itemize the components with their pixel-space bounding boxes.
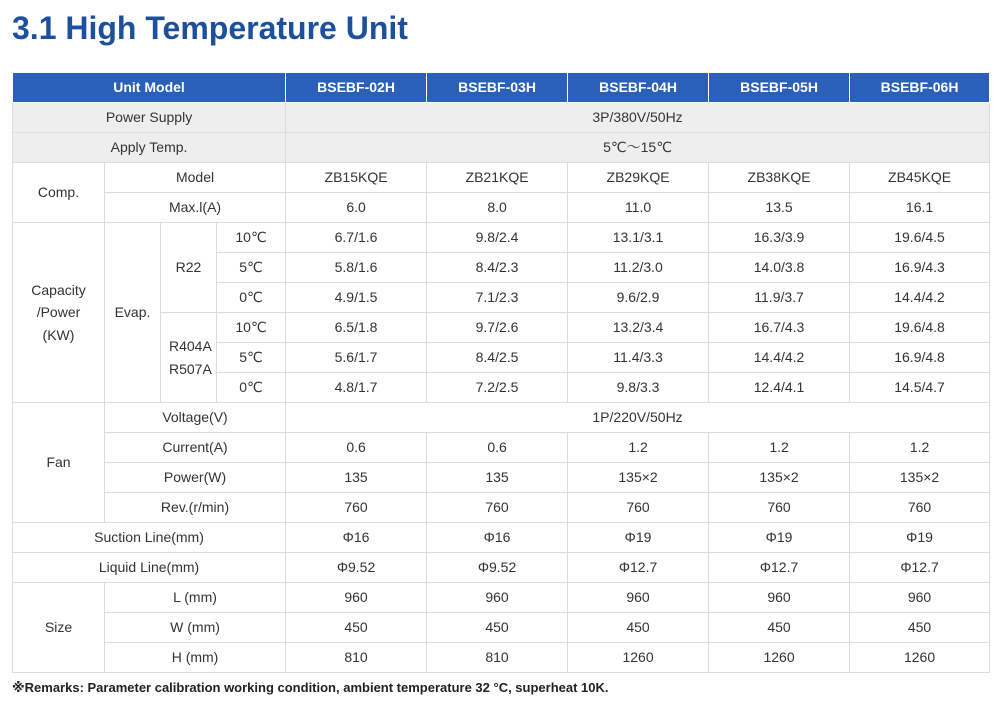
cell-value: 7.1/2.3	[427, 283, 568, 313]
cell-value: 960	[427, 583, 568, 613]
cell-value: 16.9/4.3	[850, 253, 990, 283]
cell-value: 5℃～15℃	[286, 133, 990, 163]
cell-value: Φ12.7	[568, 553, 709, 583]
unit-model-header: Unit Model	[13, 73, 286, 103]
comp-model-row	[13, 163, 990, 193]
cell-value: Φ9.52	[427, 553, 568, 583]
cell-value: 135×2	[568, 463, 709, 493]
cell-value: Φ16	[286, 523, 427, 553]
cell-value: 450	[850, 613, 990, 643]
cell-value: Φ16	[427, 523, 568, 553]
model-header: BSEBF-05H	[709, 73, 850, 103]
cell-value: 14.4/4.2	[709, 343, 850, 373]
spec-table	[12, 72, 990, 673]
cell-value: 6.0	[286, 193, 427, 223]
cell-value: ZB45KQE	[850, 163, 990, 193]
row-label: L (mm)	[105, 583, 286, 613]
row-label: Current(A)	[105, 433, 286, 463]
header-row	[13, 73, 990, 103]
cell-value: 16.9/4.8	[850, 343, 990, 373]
size-w-row	[13, 613, 990, 643]
cell-value: 9.8/3.3	[568, 373, 709, 403]
group-label: Fan	[13, 403, 105, 523]
group-label: Size	[13, 583, 105, 673]
cell-value: 16.1	[850, 193, 990, 223]
cell-value: 11.2/3.0	[568, 253, 709, 283]
page-title: 3.1 High Temperature Unit	[12, 10, 408, 46]
temp-label: 0℃	[217, 373, 286, 403]
cell-value: 8.4/2.5	[427, 343, 568, 373]
fan-rev-row	[13, 493, 990, 523]
row-label: Apply Temp.	[13, 133, 286, 163]
temp-label: 5℃	[217, 343, 286, 373]
cell-value: 760	[709, 493, 850, 523]
cell-value: 450	[427, 613, 568, 643]
cell-value: 4.9/1.5	[286, 283, 427, 313]
cell-value: Φ9.52	[286, 553, 427, 583]
cell-value: 13.1/3.1	[568, 223, 709, 253]
cell-value: 135	[427, 463, 568, 493]
cell-value: 5.8/1.6	[286, 253, 427, 283]
cell-value: 7.2/2.5	[427, 373, 568, 403]
cell-value: 960	[850, 583, 990, 613]
cell-value: 0.6	[427, 433, 568, 463]
model-header: BSEBF-04H	[568, 73, 709, 103]
cell-value: Φ12.7	[850, 553, 990, 583]
cell-value: 810	[427, 643, 568, 673]
liquid-line-row	[13, 553, 990, 583]
row-label: W (mm)	[105, 613, 286, 643]
cell-value: 1.2	[568, 433, 709, 463]
row-label: Max.l(A)	[105, 193, 286, 223]
comp-max-current-row	[13, 193, 990, 223]
cell-value: 11.9/3.7	[709, 283, 850, 313]
cell-value: 11.4/3.3	[568, 343, 709, 373]
cell-value: 135×2	[850, 463, 990, 493]
row-label: H (mm)	[105, 643, 286, 673]
fan-power-row	[13, 463, 990, 493]
row-label: Voltage(V)	[105, 403, 286, 433]
capacity-row	[13, 223, 990, 253]
power-supply-row	[13, 103, 990, 133]
model-header: BSEBF-06H	[850, 73, 990, 103]
model-header: BSEBF-02H	[286, 73, 427, 103]
cell-value: 9.6/2.9	[568, 283, 709, 313]
suction-line-row	[13, 523, 990, 553]
cell-value: 13.5	[709, 193, 850, 223]
cell-value: 1260	[568, 643, 709, 673]
cell-value: 19.6/4.5	[850, 223, 990, 253]
cell-value: ZB15KQE	[286, 163, 427, 193]
fan-current-row	[13, 433, 990, 463]
cell-value: 0.6	[286, 433, 427, 463]
apply-temp-row	[13, 133, 990, 163]
temp-label: 10℃	[217, 313, 286, 343]
cell-value: 11.0	[568, 193, 709, 223]
cell-value: 8.0	[427, 193, 568, 223]
cell-value: Φ12.7	[709, 553, 850, 583]
remarks-note: ※Remarks: Parameter calibration working condition, ambient temperature 32 °C, superheat 10K.	[12, 680, 609, 695]
row-label: Power Supply	[13, 103, 286, 133]
cell-value: ZB38KQE	[709, 163, 850, 193]
temp-label: 5℃	[217, 253, 286, 283]
temp-label: 0℃	[217, 283, 286, 313]
cell-value: 4.8/1.7	[286, 373, 427, 403]
cell-value: 8.4/2.3	[427, 253, 568, 283]
cell-value: 1P/220V/50Hz	[286, 403, 990, 433]
cell-value: 14.5/4.7	[850, 373, 990, 403]
row-label: Liquid Line(mm)	[13, 553, 286, 583]
cell-value: 16.7/4.3	[709, 313, 850, 343]
cell-value: 1260	[850, 643, 990, 673]
refrigerant-label: R404A R507A	[161, 313, 217, 403]
row-label: Model	[105, 163, 286, 193]
cell-value: 13.2/3.4	[568, 313, 709, 343]
cell-value: 960	[286, 583, 427, 613]
cell-value: 6.7/1.6	[286, 223, 427, 253]
cell-value: 9.7/2.6	[427, 313, 568, 343]
cell-value: 960	[709, 583, 850, 613]
cell-value: 1.2	[850, 433, 990, 463]
cell-value: 12.4/4.1	[709, 373, 850, 403]
cell-value: ZB29KQE	[568, 163, 709, 193]
size-h-row	[13, 643, 990, 673]
cell-value: 450	[286, 613, 427, 643]
cell-value: 135×2	[709, 463, 850, 493]
cell-value: 19.6/4.8	[850, 313, 990, 343]
cell-value: 16.3/3.9	[709, 223, 850, 253]
cell-value: 1260	[709, 643, 850, 673]
model-header: BSEBF-03H	[427, 73, 568, 103]
cell-value: 450	[568, 613, 709, 643]
cell-value: 760	[286, 493, 427, 523]
cell-value: 960	[568, 583, 709, 613]
cell-value: 810	[286, 643, 427, 673]
group-label: Comp.	[13, 163, 105, 223]
cell-value: 450	[709, 613, 850, 643]
refrigerant-label: R22	[161, 223, 217, 313]
cell-value: 14.0/3.8	[709, 253, 850, 283]
evap-label: Evap.	[105, 223, 161, 403]
cell-value: 760	[427, 493, 568, 523]
cell-value: 3P/380V/50Hz	[286, 103, 990, 133]
cell-value: 5.6/1.7	[286, 343, 427, 373]
size-l-row	[13, 583, 990, 613]
row-label: Suction Line(mm)	[13, 523, 286, 553]
cell-value: Φ19	[709, 523, 850, 553]
fan-voltage-row	[13, 403, 990, 433]
cell-value: Φ19	[850, 523, 990, 553]
cell-value: 14.4/4.2	[850, 283, 990, 313]
row-label: Power(W)	[105, 463, 286, 493]
row-label: Rev.(r/min)	[105, 493, 286, 523]
cell-value: 6.5/1.8	[286, 313, 427, 343]
temp-label: 10℃	[217, 223, 286, 253]
cell-value: 9.8/2.4	[427, 223, 568, 253]
cell-value: 760	[850, 493, 990, 523]
group-label: Capacity /Power (KW)	[13, 223, 105, 403]
cell-value: 1.2	[709, 433, 850, 463]
cell-value: ZB21KQE	[427, 163, 568, 193]
cell-value: 135	[286, 463, 427, 493]
cell-value: Φ19	[568, 523, 709, 553]
cell-value: 760	[568, 493, 709, 523]
